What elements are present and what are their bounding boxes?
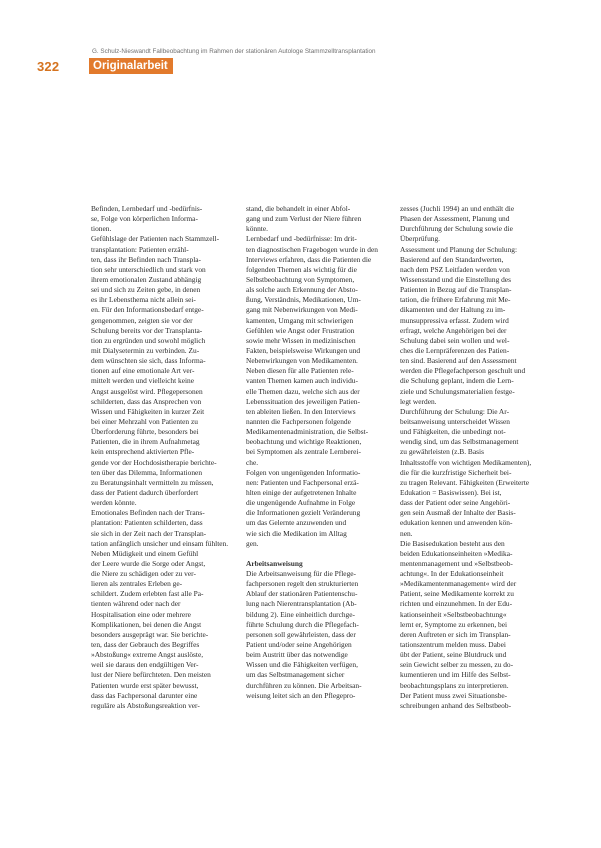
text-line: Selbstbeobachtung von Symptomen, (246, 274, 355, 284)
text-line: ten diagnostischen Fragebogen wurde in den (246, 244, 378, 254)
text-line: nach dem PSZ Leitfaden werden von (400, 264, 510, 274)
text-line: nen. (400, 528, 413, 538)
text-line: zu Beratungsinhalt vermitteln zu müssen, (91, 477, 214, 487)
text-line: gende vor der Hochdosistherapie berichte- (91, 457, 217, 467)
text-line: schildert. Zudem erlebten fast alle Pa- (91, 589, 204, 599)
text-line: richten und einzunehmen. In der Edu- (400, 599, 513, 609)
text-line: kamenten, Umgang mit schwierigen (246, 315, 354, 325)
text-column-right (400, 204, 557, 711)
text-line: Neben Müdigkeit und einem Gefühl (91, 548, 199, 558)
text-line: folgenden Themen als wichtig für die (246, 264, 357, 274)
text-line: hlten einige der aufgetretenen Inhalte (246, 487, 357, 497)
text-line: ßung, Verständnis, Medikationen, Um- (246, 295, 361, 305)
text-line: nen: Patienten und Fachpersonal erzä- (246, 477, 359, 487)
text-line: vanten Themen kamen auch individu- (246, 376, 358, 386)
text-line: Hospitalisation eine oder mehrere (91, 609, 191, 619)
text-line: sein Gewicht selber zu messen, zu do- (400, 660, 514, 670)
text-line: Emotionales Befinden nach der Trans- (91, 508, 205, 518)
text-line: beitsanweisung unterscheidet Wissen (400, 416, 510, 426)
text-line: ten, dass der Gebrauch des Begriffes (91, 640, 200, 650)
text-line: Neben diesen für alle Patienten rele- (246, 366, 354, 376)
paragraph-gap (246, 549, 403, 559)
text-line: Wissen und die Fähigkeiten verfügen, (246, 660, 358, 670)
text-line: Patienten, die in ihrem Aufnahmetag (91, 437, 200, 447)
text-line: Inhaltsstoffe von wichtigen Medikamenten), (400, 457, 532, 467)
text-line: beobachtung und wichtige Reaktionen, (246, 437, 362, 447)
text-line: tienten während oder nach der (91, 599, 181, 609)
text-line: und Fähigkeiten, die unbedingt not- (400, 427, 506, 437)
text-line: Patienten wurde erst später bewusst, (91, 680, 199, 690)
text-line: die Schulung geplant, indem die Lern- (400, 376, 514, 386)
text-line: lieren als zentrales Erleben ge- (91, 579, 183, 589)
text-line: gengenommen, zeigten sie vor der (91, 315, 193, 325)
text-line: »Abstoßung« extreme Angst auslöste, (91, 650, 204, 660)
text-line: könnte. (246, 224, 268, 234)
text-line: gen. (246, 538, 259, 548)
text-line: ziele und Schulungsmaterialien festge- (400, 386, 515, 396)
text-line: elle Themen dazu, welche sich aus der (246, 386, 360, 396)
text-line: Medikamentenadministration, die Selbst- (246, 427, 369, 437)
text-line: die ungenügende Aufnahme in Folge (246, 498, 356, 508)
text-line: mittelt werden und vielleicht keine (91, 376, 195, 386)
text-line: Ablauf der stationären Patientenschu- (246, 589, 358, 599)
text-line: edukation kennen und anwenden kön- (400, 518, 513, 528)
text-line: Folgen von ungenügenden Informatio- (246, 467, 361, 477)
text-line: werden die Pflegefachperson geschult und (400, 366, 526, 376)
text-line: Durchführung der Schulung: Die Ar- (400, 406, 510, 416)
text-line: ten über das Dilemma, Informationen (91, 467, 203, 477)
text-line: beiden Edukationseinheiten »Medika- (400, 548, 513, 558)
text-line: als solche auch Erkennung der Absto- (246, 285, 358, 295)
text-line: tionen auf eine emotionale Art ver- (91, 366, 195, 376)
text-column-left (91, 204, 248, 711)
text-line: ten ableiten ließen. In den Interviews (246, 406, 356, 416)
text-line: wie sich die Medikation im Alltag (246, 528, 347, 538)
text-line: wendig sind, um das Selbstmanagement (400, 437, 519, 447)
text-line: Fakten, beispielsweise Wirkungen und (246, 345, 361, 355)
text-line: Wissensstand und die Einstellung des (400, 274, 511, 284)
text-line: Der Patient muss zwei Situationsbe- (400, 690, 508, 700)
text-line: Assessment und Planung der Schulung: (400, 244, 518, 254)
text-line: beobachtungsplans zu interpretieren. (400, 680, 509, 690)
text-line: Die Basisedukation besteht aus den (400, 538, 505, 548)
text-line: stand, die behandelt in einer Abfol- (246, 204, 351, 213)
text-line: kationseinheit »Selbstbeobachtung« (400, 609, 507, 619)
text-line: Phasen der Assessment, Planung und (400, 214, 510, 224)
text-line: Interviews erfahren, dass die Patienten die (246, 254, 372, 264)
text-line: Wissen und Fähigkeiten in kurzer Zeit (91, 406, 205, 416)
text-line: sowie mehr Wissen in medizinischen (246, 335, 356, 345)
text-line: dem wünschten sie sich, dass Informa- (91, 356, 206, 366)
text-line: die für die kurzfristige Sicherheit bei- (400, 467, 512, 477)
text-line: Lebenssituation des jeweiligen Patien- (246, 396, 360, 406)
text-line: Durchführung der Schulung sowie die (400, 224, 513, 234)
text-line: munsuppressiva erfasst. Zudem wird (400, 315, 509, 325)
text-line: Überforderung führte, besonders bei (91, 427, 199, 437)
text-line: nannten die Fachpersonen folgende (246, 416, 351, 426)
text-line: die Niere zu schädigen oder zu ver- (91, 569, 196, 579)
text-line: Gefühlslage der Patienten nach Stammzell- (91, 234, 220, 244)
text-line: ten sind. Basierend auf den Assessment (400, 356, 517, 366)
text-line: tation, die frühere Erfahrung mit Me- (400, 295, 511, 305)
text-line: tation anfänglich unsicher und einsam fühlten. (91, 538, 229, 548)
text-line: tionen. (91, 224, 112, 234)
text-line: Lernbedarf und -bedürfnisse: Im drit- (246, 234, 357, 244)
text-line: bildung 2). Eine einheitlich durchge- (246, 609, 355, 619)
text-line: che. (246, 457, 259, 467)
text-line: weisung leitet sich an den Pflegepro- (246, 690, 356, 700)
text-line: Basierend auf den Standardwerten, (400, 254, 504, 264)
text-line: um das Gelernte anzuwenden und (246, 518, 347, 528)
text-line: bei einer Mehrzahl von Patienten zu (91, 416, 198, 426)
text-line: Schulung bereits vor der Transplanta- (91, 325, 203, 335)
text-line: lung nach Nierentransplantation (Ab- (246, 599, 357, 609)
text-line: legt werden. (400, 396, 437, 406)
text-line: sei und sich zu Zeiten gebe, in denen (91, 285, 201, 295)
text-line: Nebenwirkungen von Medikamenten. (246, 356, 358, 366)
text-line: ches die Lernpräferenzen des Patien- (400, 345, 510, 355)
text-line: Gefühlen wie Angst oder Frustration (246, 325, 355, 335)
text-line: gang mit Nebenwirkungen von Medi- (246, 305, 358, 315)
text-line: kumentieren und im Hilfe des Selbst- (400, 670, 511, 680)
text-line: Überprüfung. (400, 234, 441, 244)
text-line: Angst ausgelöst wird. Pflegepersonen (91, 386, 203, 396)
text-line: tion zu ergründen und sowohl möglich (91, 335, 206, 345)
text-line: plantation: Patienten schilderten, dass (91, 518, 203, 528)
text-line: weil sie daraus den endgültigen Ver- (91, 660, 199, 670)
text-line: tationszentrum melden muss. Dabei (400, 640, 506, 650)
text-line: gen sein Ausmaß der Inhalte der Basis- (400, 508, 516, 518)
text-line: Edukation = Basiswissen). Bei ist, (400, 487, 502, 497)
text-line: en. Für den Informationsbedarf entge- (91, 305, 204, 315)
text-line: führte Schulung durch die Pflegefach- (246, 619, 359, 629)
text-line: fachpersonen regelt den strukturierten (246, 579, 359, 589)
text-line: sie sich in der Zeit nach der Transplan- (91, 528, 207, 538)
text-line: um das Selbstmanagement sicher (246, 670, 345, 680)
text-line: dass der Patient dadurch überfordert (91, 487, 199, 497)
text-line: ten, dass ihr Befinden nach Transpla- (91, 254, 202, 264)
section-heading: Arbeitsanweisung (246, 558, 303, 568)
text-line: Komplikationen, bei denen die Angst (91, 619, 202, 629)
text-line: gang und zum Verlust der Niere führen (246, 214, 362, 224)
running-head: G. Schulz-Nieswandt Fallbeobachtung im Rahmen der stationären Autologe Stammzelltransplantation (92, 48, 376, 55)
text-line: Patienten in Bezug auf die Transplan- (400, 285, 512, 295)
text-line: schreibungen anhand des Selbstbeob- (400, 700, 512, 710)
text-line: die Informationen gezielt Veränderung (246, 508, 361, 518)
text-line: zu tragen Relevant. Fähigkeiten (Erweiterte (400, 477, 530, 487)
text-line: kein entsprechend aktivierten Pfle- (91, 447, 195, 457)
text-line: Schulung dabei sein wollen und wel- (400, 335, 510, 345)
text-line: lust der Niere befürchteten. Den meisten (91, 670, 211, 680)
text-line: ihrem emotionalen Zustand abhängig (91, 274, 202, 284)
text-line: tion sehr unterschiedlich und stark von (91, 264, 206, 274)
text-line: es ihr Lebensthema nicht allein sei- (91, 295, 196, 305)
text-line: Die Arbeitsanweisung für die Pflege- (246, 569, 357, 579)
text-line: erfragt, welche Angehörigen bei der (400, 325, 507, 335)
text-line: reguläre als Abstoßungsreaktion ver- (91, 700, 200, 710)
text-line: personen soll gewährleisten, dass der (246, 629, 356, 639)
text-line: »Medikamentenmanagement« wird der (400, 579, 517, 589)
text-line: mit Dialysetermin zu verbinden. Zu- (91, 345, 200, 355)
text-line: zesses (Juchli 1994) an und enthält die (400, 204, 515, 213)
text-line: zu gewährleisten (z.B. Basis (400, 447, 484, 457)
text-line: transplantation: Patienten erzähl- (91, 244, 189, 254)
text-line: dass der Patient oder seine Angehöri- (400, 498, 511, 508)
text-line: schilderten, dass das Ansprechen von (91, 396, 202, 406)
text-line: bei Symptomen als zentrale Lernberei- (246, 447, 361, 457)
text-line: mentenmanagement und »Selbstbeob- (400, 558, 513, 568)
text-line: übt der Patient, seine Blutdruck und (400, 650, 507, 660)
text-line: besonders ausgeprägt war. Sie berichte- (91, 629, 209, 639)
text-line: achtung«. In der Edukationseinheit (400, 569, 504, 579)
text-line: Befinden, Lernbedarf und -bedürfnis- (91, 204, 203, 213)
page-number: 322 (37, 59, 60, 74)
text-line: deren Auftreten er sich im Transplan- (400, 629, 511, 639)
text-line: werden könnte. (91, 498, 137, 508)
text-column-middle (246, 204, 403, 701)
text-line: beim Austritt über das notwendige (246, 650, 348, 660)
text-line: Patient, seine Medikamente korrekt zu (400, 589, 514, 599)
text-line: dikamenten und der Haltung zu im- (400, 305, 506, 315)
section-tag: Originalarbeit (89, 58, 173, 74)
text-line: lernt er, Symptome zu erkennen, bei (400, 619, 508, 629)
text-line: dass das Fachpersonal darunter eine (91, 690, 198, 700)
text-line: durchführen zu können. Die Arbeitsan- (246, 680, 362, 690)
text-line: se, Folge von körperlichen Informa- (91, 214, 198, 224)
text-line: Patient und/oder seine Angehörigen (246, 640, 352, 650)
text-line: der Leere wurde die Sorge oder Angst, (91, 558, 206, 568)
